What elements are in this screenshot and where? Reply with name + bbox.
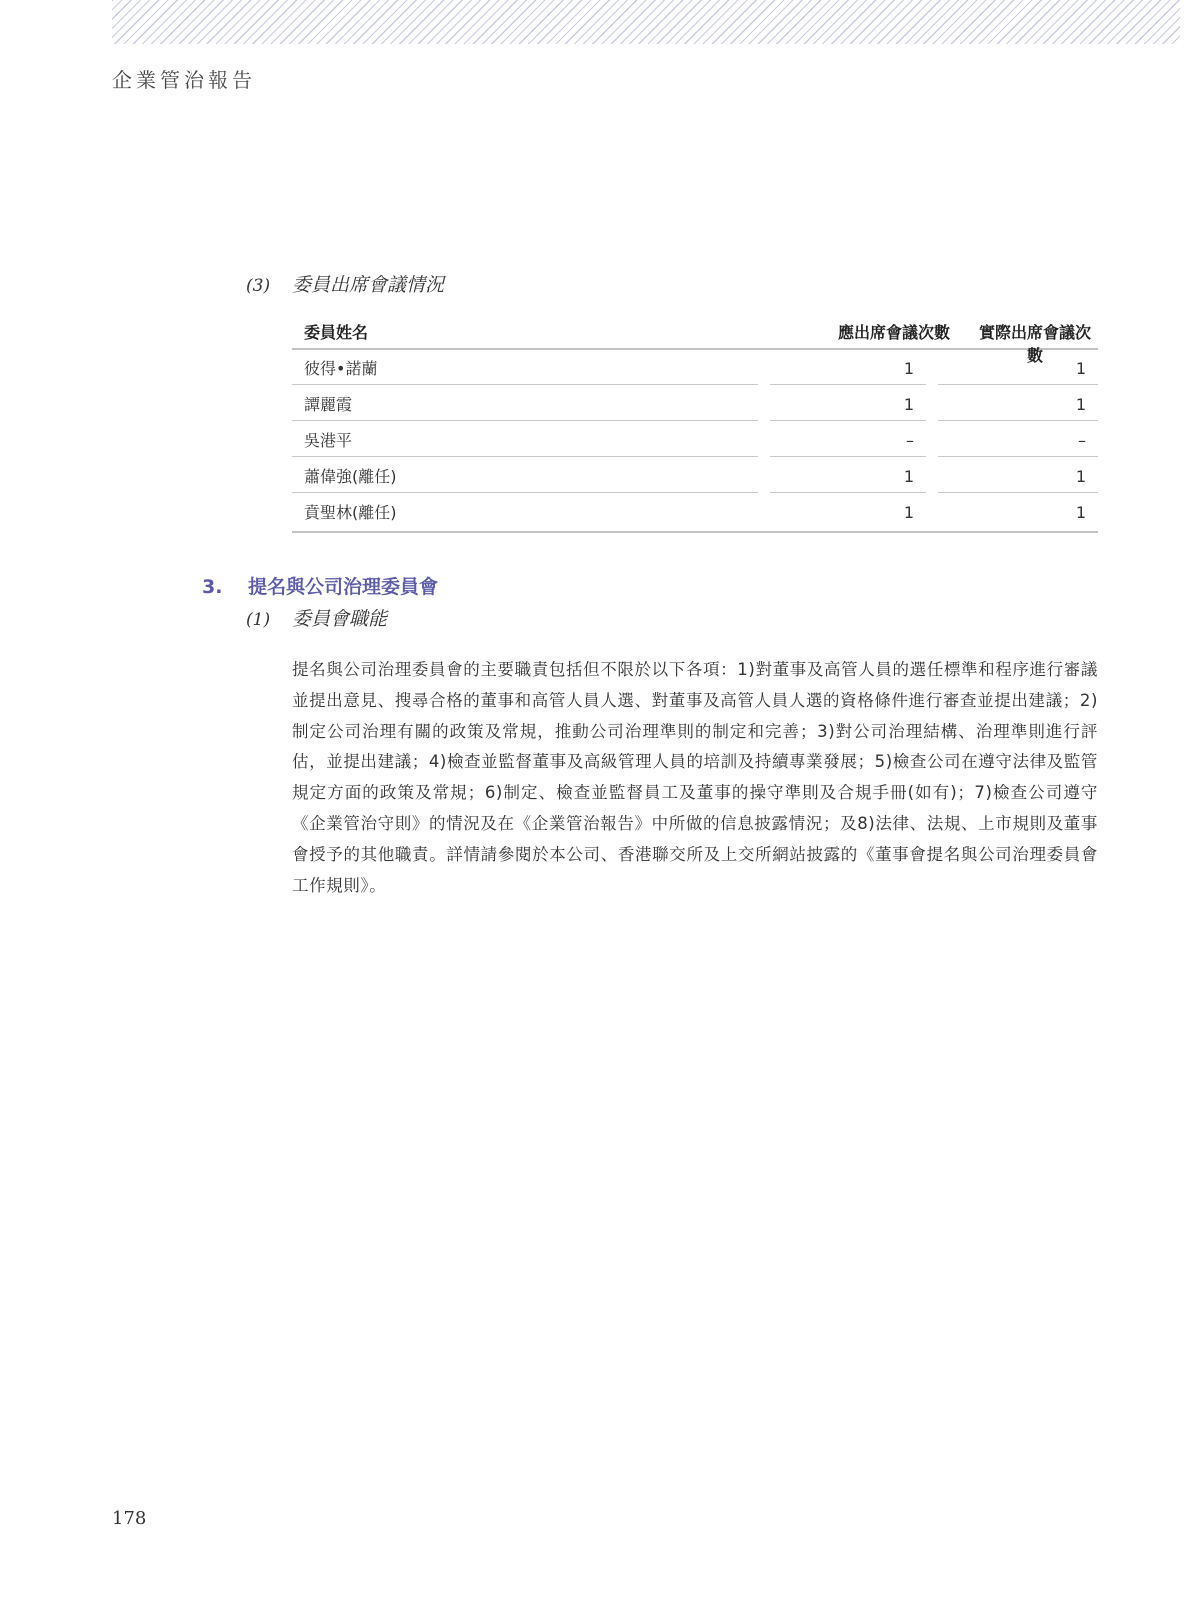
running-title: 企業管治報告 bbox=[112, 68, 256, 92]
section-title: 提名與公司治理委員會 bbox=[248, 576, 439, 598]
attendance-table bbox=[292, 314, 1098, 533]
column-header-expected: 應出席會議次數 bbox=[837, 323, 950, 342]
member-name: 蕭偉強(離任) bbox=[292, 461, 758, 493]
header-hatch-band bbox=[112, 0, 1180, 44]
member-name: 吳港平 bbox=[292, 425, 758, 457]
expected-count: 1 bbox=[770, 461, 926, 493]
function-title: 委員會職能 bbox=[292, 608, 388, 630]
attendance-heading bbox=[246, 270, 444, 297]
table-row bbox=[292, 350, 1098, 386]
table-row bbox=[292, 386, 1098, 422]
expected-count: – bbox=[770, 425, 926, 457]
attendance-number: (3) bbox=[246, 276, 271, 296]
section-number: 3. bbox=[202, 576, 223, 598]
actual-count: – bbox=[938, 425, 1098, 457]
section-heading bbox=[202, 572, 438, 599]
table-row bbox=[292, 422, 1098, 458]
function-body: 提名與公司治理委員會的主要職責包括但不限於以下各項：1)對董事及高管人員的選任標準和程序進行審議並提出意見、搜尋合格的董事和高管人員人選、對董事及高管人員人選的資格條件進行審查並提出建議；2)制定公司治理有關的政策及常規，推動公司治理準則的制定和完善；3)對公司治理結構、治理準則進行評估，並提出建議；4)檢查並監督董事及高級管理人員的培訓及持續專業發展；5)檢查公司在遵守法律及監管規定方面的政策及常規；6)制定、檢查並監督員工及董事的操守準則及合規手冊(如有)；7)檢查公司遵守《企業管治守則》的情況及在《企業管治報告》中所做的信息披露情況；及8)法律、法規、上市規則及董事會授予的其他職責。詳情請參閱於本公司、香港聯交所及上交所網站披露的《董事會提名與公司治理委員會工作規則》。 bbox=[292, 660, 1098, 895]
table-body bbox=[292, 350, 1098, 530]
table-bottom-rule bbox=[292, 531, 1098, 533]
table-row bbox=[292, 458, 1098, 494]
table-row bbox=[292, 494, 1098, 530]
member-name: 譚麗霞 bbox=[292, 389, 758, 421]
expected-count: 1 bbox=[770, 389, 926, 421]
attendance-title: 委員出席會議情況 bbox=[292, 274, 445, 296]
expected-count: 1 bbox=[770, 353, 926, 385]
member-name: 賁聖林(離任) bbox=[304, 503, 397, 522]
table-header bbox=[292, 314, 1098, 365]
actual-count: 1 bbox=[938, 461, 1098, 493]
actual-count: 1 bbox=[938, 389, 1098, 421]
function-heading bbox=[246, 604, 387, 631]
column-header-actual: 實際出席會議次數 bbox=[978, 323, 1091, 365]
page-number: 178 bbox=[112, 1508, 147, 1529]
expected-count: 1 bbox=[903, 503, 914, 522]
column-header-name: 委員姓名 bbox=[304, 323, 369, 342]
actual-count: 1 bbox=[938, 353, 1098, 385]
member-name: 彼得•諾蘭 bbox=[292, 353, 758, 385]
function-number: (1) bbox=[246, 610, 271, 630]
actual-count: 1 bbox=[1075, 503, 1086, 522]
